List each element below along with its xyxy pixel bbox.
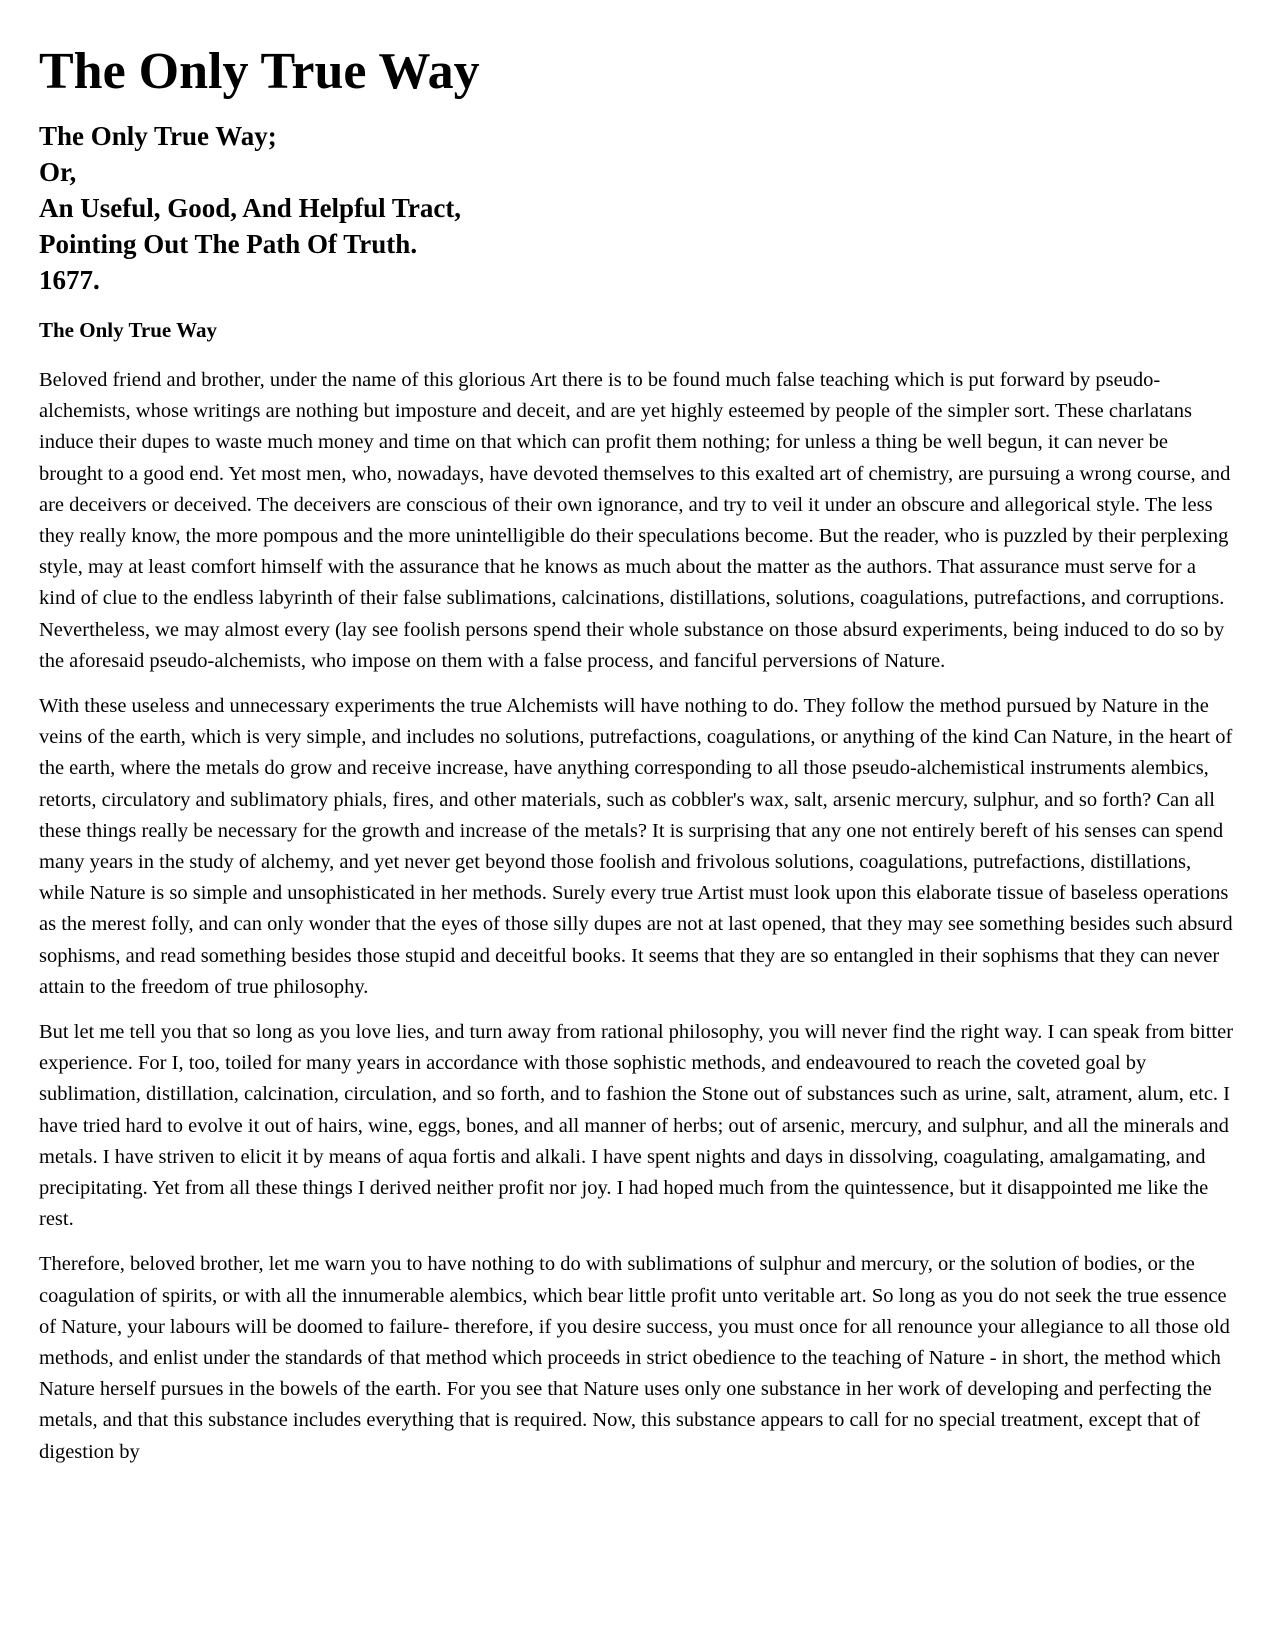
body-paragraph: With these useless and unnecessary experiments the true Alchemists will have nothing to do. They follow the method pursued by Nature in the veins of the earth, which is very simple, and includes no solutions, putrefactions, coagulations, or anything of the kind Can Nature, in the heart of the earth, where the metals do grow and receive increase, have anything corresponding to all those pseudo-alchemistical instruments alembics, retorts, circulatory and sublimatory phials, fires, and other materials, such as cobbler's wax, salt, arsenic mercury, sulphur, and so forth? Can all these things really be necessary for the growth and increase of the metals? It is surprising that any one not entirely bereft of his senses can spend many years in the study of alchemy, and yet never get beyond those foolish and frivolous solutions, coagulations, putrefactions, distillations, while Nature is so simple and unsophisticated in her methods. Surely every true Artist must look upon this elaborate tissue of baseless operations as the merest folly, and can only wonder that the eyes of those silly dupes are not at last opened, that they may see something besides such absurd sophisms, and read something besides those stupid and deceitful books. It seems that they are so entangled in their sophisms that they can never attain to the freedom of true philosophy. — [39, 695, 1233, 998]
body-paragraph: But let me tell you that so long as you love lies, and turn away from rational philosophy, you will never find the right way. I can speak from bitter experience. For I, too, toiled for many years in accordance with those sophistic methods, and endeavoured to reach the coveted goal by sublimation, distillation, calcination, circulation, and so forth, and to fashion the Stone out of substances such as urine, salt, atrament, alum, etc. I have tried hard to evolve it out of hairs, wine, eggs, bones, and all manner of herbs; out of arsenic, mercury, and sulphur, and all the minerals and metals. I have striven to elicit it by means of aqua fortis and alkali. I have spent nights and days in dissolving, coagulating, amalgamating, and precipitating. Yet from all these things I derived neither profit nor joy. I had hoped much from the quintessence, but it disappointed me like the rest. — [39, 1021, 1234, 1231]
subtitle-line: Or, — [39, 156, 77, 187]
document-title: The Only True Way — [39, 43, 480, 100]
document-page — [39, 34, 1235, 1482]
subtitle-year: 1677. — [39, 264, 100, 295]
body-paragraph: Therefore, beloved brother, let me warn you to have nothing to do with sublimations of sulphur and mercury, or the solution of bodies, or the coagulation of spirits, or with all the innumerable alembics, which bear little profit unto veritable art. So long as you do not seek the true essence of Nature, your labours will be doomed to failure- therefore, if you desire success, you must once for all renounce your allegiance to all those old methods, and enlist under the standards of that method which proceeds in strict obedience to the teaching of Nature - in short, the method which Nature herself pursues in the bowels of the earth. For you see that Nature uses only one substance in her work of developing and perfecting the metals, and that this substance includes everything that is required. Now, this substance appears to call for no special treatment, except that of digestion by — [39, 1253, 1230, 1463]
body-paragraph: Beloved friend and brother, under the name of this glorious Art there is to be found much false teaching which is put forward by pseudo-alchemists, whose writings are nothing but imposture and deceit, and are yet highly esteemed by people of the simpler sort. These charlatans induce their dupes to waste much money and time on that which can profit them nothing; for unless a thing be well begun, it can never be brought to a good end. Yet most men, who, nowadays, have devoted themselves to this exalted art of chemistry, are pursuing a wrong course, and are deceivers or deceived. The deceivers are conscious of their own ignorance, and try to veil it under an obscure and allegorical style. The less they really know, the more pompous and the more unintelligible do their speculations become. But the reader, who is puzzled by their perplexing style, may at least comfort himself with the assurance that he knows as much about the matter as the authors. That assurance must serve for a kind of clue to the endless labyrinth of their false sublimations, calcinations, distillations, solutions, coagulations, putrefactions, and corruptions. Nevertheless, we may almost every (lay see foolish persons spend their whole substance on those absurd experiments, being induced to do so by the aforesaid pseudo-alchemists, who impose on them with a false process, and fanciful perversions of Nature. — [39, 368, 1231, 672]
section-heading: The Only True Way — [39, 317, 217, 342]
subtitle-line: An Useful, Good, And Helpful Tract, — [39, 192, 462, 223]
subtitle-block — [39, 118, 1235, 298]
subtitle-line: The Only True Way; — [39, 120, 277, 151]
subtitle-line: Pointing Out The Path Of Truth. — [39, 228, 418, 259]
